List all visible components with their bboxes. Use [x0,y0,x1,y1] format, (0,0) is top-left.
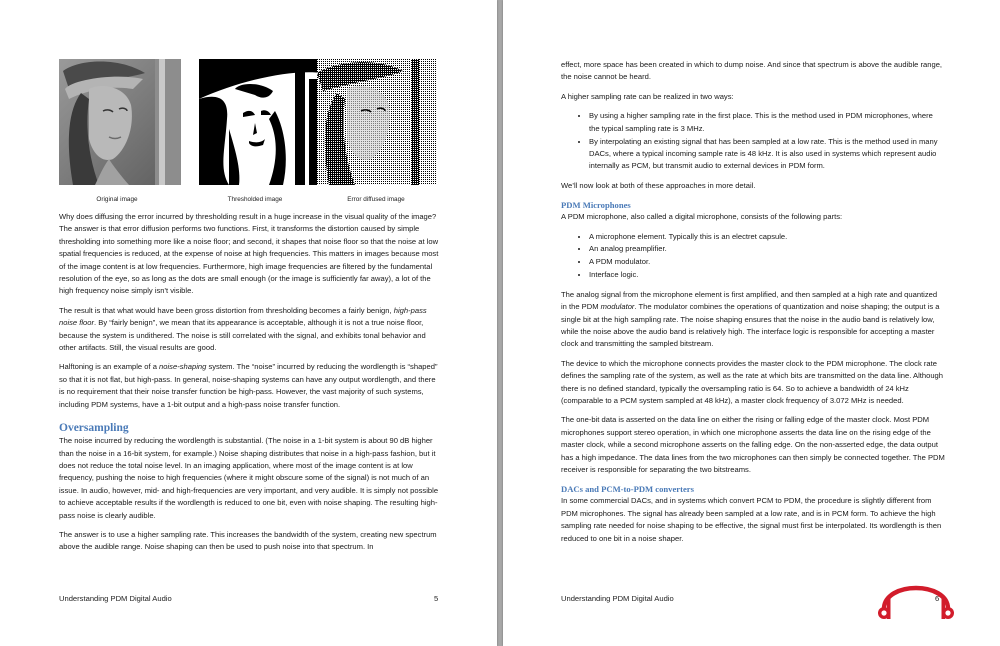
left-body [59,211,443,561]
caption-thresholded: Thresholded image [227,196,283,203]
caption-original: Original image [96,196,138,203]
text-span: . By “fairly benign”, we mean that its appearance is acceptable, although it is not a true noise floor, because the system is undithered. The noise is still correlated with the signal, and exhibits tonal behavior and other artifacts. Still, the visual results are good. [59,318,426,353]
list-item: • By using a higher sampling rate in the first place. This is the method used in PDM microphones, where the typical sampling rate is 3 MHz. [589,110,945,135]
bullet-list [561,231,945,282]
list-item: • By interpolating an existing signal that has been sampled at a low rate. This is the method used in many DACs, where a typical incoming sample rate is 48 kHz. It is also used in systems which represent audio internally as PCM, but transmit audio to external devices in PDM form. [589,136,945,173]
paragraph: In some commercial DACs, and in systems which convert PCM to PDM, the procedure is slightly different from PDM microphones. The signal has already been sampled at a low rate, and is in PCM form. To achieve the high sampling rate needed for noise shaping to be effective, the signal must first be interpolated. Its wordlength is then reduced to one bit in a noise shaper. [561,496,942,543]
page-number: 6 [935,594,940,603]
text-span: The result is that what would have been gross distortion from thresholding becomes a fairly benign, [59,305,394,315]
paragraph: The noise incurred by reducing the wordlength is substantial. (The noise in a 1-bit system is about 90 dB higher than the noise in a 16-bit system, for example.) Noise shaping distributes that noise in a high-pass fashion, but it does not reduce the total noise level. In an imaging application, where most of the image content is at low frequency, pushing the noise to high frequencies (where it might obscure some of the signal) is not much of an issue. In audio, however, mid- and high-frequencies are very important, and very audible. It is simply not possible to achieve acceptable results if the wordlength is reduced to one bit, even with noise shaping. The resulting high-pass noise is clearly audible. [59,436,439,520]
text-span: . The modulator combines the operations of quantization and noise shaping; the output is a single bit at the high sampling rate. The noise shaping ensures that the noise in the audio band is relatively low, while the noise above the audio band is relatively high. The interface logic is responsible for accepting a master clock and transmitting the sampled bitstream. [561,302,940,349]
original-image [59,59,181,185]
text-span: Halftoning is an example of a [59,362,160,372]
page-5 [0,0,497,646]
heading-dacs: DACs and PCM-to-PDM converters [561,484,694,495]
list-item: • A PDM modulator. [589,256,945,268]
emphasis-text: noise-shaping [159,362,207,372]
paragraph [561,289,945,351]
paragraph: A higher sampling rate can be realized in two ways: [561,91,734,101]
text-span: The analog signal from the microphone element is first amplified, and then sampled at a high rate and quantized in the PDM [561,289,938,312]
paragraph: The device to which the microphone connects provides the master clock to the PDM microphone. The clock rate defines the sampling rate of the system, as well as the rate at which bits are transmitted on the data line. Although there is no defined standard, typically the oversampling ratio is 64. So to achieve a bandwidth of 24 kHz (comparable to a PCM system sampled at 48 kHz), a master clock frequency of 3.072 MHz is needed. [561,358,944,405]
image-comparison-figure [59,59,439,185]
thresholded-image [199,59,323,185]
heading-pdm-microphones: PDM Microphones [561,200,631,211]
heading-oversampling: Oversampling [59,422,129,435]
paragraph: effect, more space has been created in which to dump noise. And since that spectrum is above the audible range, the noise cannot be heard. [561,60,943,82]
paragraph: The answer is to use a higher sampling rate. This increases the bandwidth of the system, creating new spectrum above the audible range. Noise shaping can then be used to push noise into that spectrum. In [59,529,437,552]
error-diffused-image [317,59,437,185]
list-item: • Interface logic. [589,269,945,281]
paragraph: Why does diffusing the error incurred by thresholding result in a huge increase in the visual quality of the image? The answer is that error diffusion performs two functions. First, it transforms the distortion caused by simple thresholding into something more like a noise floor; and second, it shapes that noise floor so that the noise at low spatial frequencies is reduced, at the expense of noise at high frequencies. This matters in images because most of the image content is at low frequencies. Furthermore, high image frequencies are filtered by the fundamental resolution of the eye, so as long as the dots are small enough (or the image is sufficiently far away), a lot of the high frequency noise simply isn't visible. [59,212,439,296]
page-6 [503,0,1000,646]
paragraph: The one-bit data is asserted on the data line on either the rising or falling edge of the master clock. Most PDM microphones support stereo operation, in which one microphone asserts the data line on the rising edge of the master clock, while a second microphone asserts on the falling edge. On the non-asserted edge, the data output has a high impedance. The data lines from the two microphones can then simply be connected together. The PDM receiver is responsible for separating the two bitstreams. [561,415,945,474]
paragraph: We’ll now look at both of these approaches in more detail. [561,180,756,190]
emphasis-text: high-pass noise floor [59,305,427,328]
bullet-list [561,110,945,173]
caption-error-diffused: Error diffused image [347,196,405,203]
footer-title: Understanding PDM Digital Audio [561,594,674,603]
company-logo-icon [866,575,966,625]
right-body [561,59,945,552]
footer-title: Understanding PDM Digital Audio [59,594,172,603]
list-item: • A microphone element. Typically this is an electret capsule. [589,231,945,243]
paragraph [59,361,443,411]
list-item: • An analog preamplifier. [589,243,945,255]
paragraph: A PDM microphone, also called a digital microphone, consists of the following parts: [561,212,843,222]
text-span: system. The “noise” incurred by reducing the wordlength is “shaped” so that it is not flat, but high-pass. In general, noise-shaping systems can have any output wordlength, and there is no requirement that their noise transfer function be high-pass. However, the vast majority of such systems, including PDM systems, have a 1-bit output and a high-pass noise transfer function. [59,362,438,409]
emphasis-text: modulator [600,302,635,312]
page-number: 5 [434,594,439,603]
paragraph [59,305,443,355]
